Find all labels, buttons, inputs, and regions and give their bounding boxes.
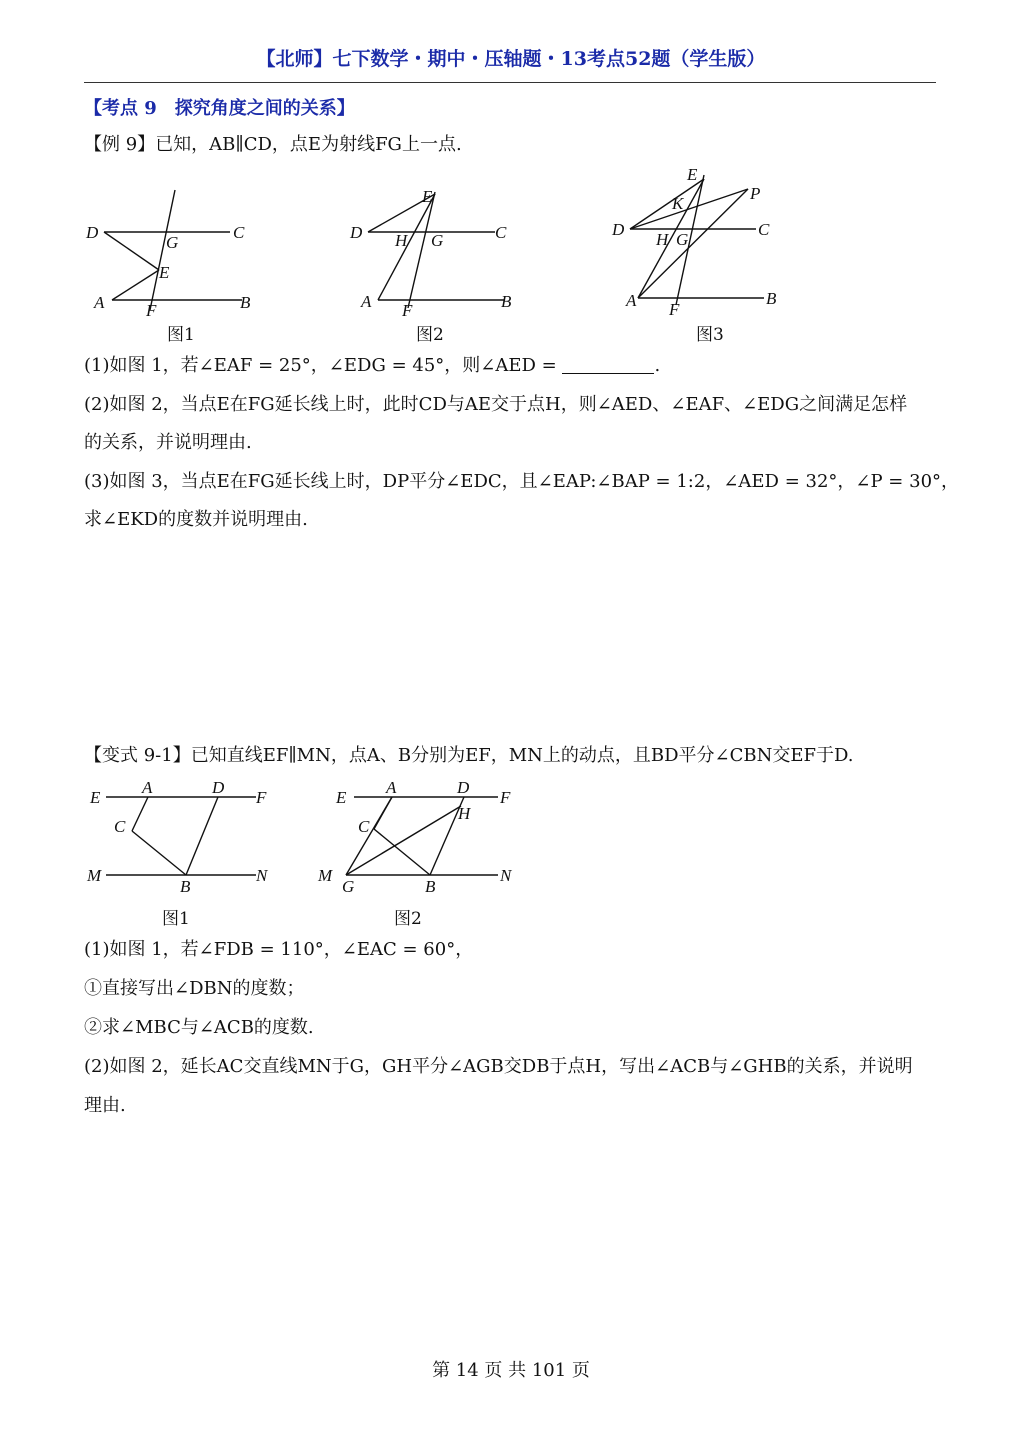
variant-intro xyxy=(84,737,944,775)
v-fig1-point-N: N xyxy=(256,866,268,885)
example-figure-1 xyxy=(80,180,280,320)
example-figure-3-caption: 图3 xyxy=(696,325,724,345)
fig1-point-C: C xyxy=(233,223,245,242)
example-question-1 xyxy=(84,347,944,385)
v-fig2-point-D: D xyxy=(457,778,470,797)
v-fig1-point-B: B xyxy=(180,877,191,896)
section-label: 【考点 9 xyxy=(84,98,157,119)
fig2-point-A: A xyxy=(361,292,372,311)
variant-question-1-b: ②求∠MBC与∠ACB的度数. xyxy=(84,1017,314,1038)
variant-tag: 【变式 9-1】 xyxy=(84,745,191,766)
v-fig2-point-F: F xyxy=(500,788,511,807)
fig2-point-F: F xyxy=(402,301,413,320)
fig2-point-C: C xyxy=(495,223,507,242)
v-fig1-point-A: A xyxy=(142,778,153,797)
section-title: 探究角度之间的关系】 xyxy=(174,98,355,119)
example-q1-end: . xyxy=(654,355,661,376)
fig3-point-E: E xyxy=(687,165,698,184)
header-divider xyxy=(84,82,936,83)
fig3-point-K: K xyxy=(672,194,684,213)
fig1-point-E: E xyxy=(159,263,170,282)
variant-figure-2-caption: 图2 xyxy=(394,909,422,929)
page-header-title: 【北师】七下数学・期中・压轴题・13考点52题（学生版） xyxy=(256,48,766,70)
v-fig2-point-H: H xyxy=(458,804,471,823)
example-question-2-line-1: (2)如图 2，当点E在FG延长线上时，此时CD与AE交于点H，则∠AED、∠EAF、∠EDG之间满足怎样 xyxy=(84,394,908,415)
example-q1-text: (1)如图 1，若∠EAF = 25°，∠EDG = 45°，则∠AED = xyxy=(84,355,557,376)
v-fig2-point-B: B xyxy=(425,877,436,896)
variant-intro-text: 已知直线EF∥MN，点A、B分别为EF，MN上的动点，且BD平分∠CBN交EF于D. xyxy=(190,745,854,766)
fig1-point-D: D xyxy=(86,223,99,242)
example-intro xyxy=(84,126,944,164)
fig3-point-P: P xyxy=(750,184,761,203)
v-fig1-point-D: D xyxy=(212,778,225,797)
v-fig2-point-A: A xyxy=(386,778,397,797)
fig2-point-B: B xyxy=(501,292,512,311)
fig3-point-C: C xyxy=(758,220,770,239)
fig1-point-B: B xyxy=(240,293,251,312)
v-fig1-point-C: C xyxy=(114,817,126,836)
fig2-point-D: D xyxy=(350,223,363,242)
fig1-point-G: G xyxy=(166,233,179,252)
example-question-3-line-1: (3)如图 3，当点E在FG延长线上时，DP平分∠EDC，且∠EAP:∠BAP = 1:2，∠AED = 32°，∠P = 30°， xyxy=(84,471,960,492)
example-figure-3 xyxy=(606,163,806,323)
page-number-footer: 第 14 页 共 101 页 xyxy=(432,1360,590,1381)
fig2-point-E: E xyxy=(422,187,433,206)
variant-question-1-a: ①直接写出∠DBN的度数； xyxy=(84,978,305,999)
fig3-point-H: H xyxy=(656,230,669,249)
example-tag: 【例 9】 xyxy=(84,134,156,155)
fig3-point-F: F xyxy=(669,300,680,319)
example-intro-text: 已知，AB∥CD，点E为射线FG上一点. xyxy=(155,134,462,155)
example-figure-2-caption: 图2 xyxy=(416,325,444,345)
variant-figure-1-caption: 图1 xyxy=(162,909,190,929)
v-fig1-point-M: M xyxy=(87,866,102,885)
example-question-2-line-2: 的关系，并说明理由. xyxy=(84,432,252,453)
v-fig1-point-F: F xyxy=(256,788,267,807)
fig2-point-G: G xyxy=(431,231,444,250)
variant-figure-1 xyxy=(84,775,284,900)
variant-figure-2 xyxy=(316,775,526,900)
v-fig2-point-N: N xyxy=(500,866,512,885)
fig2-point-H: H xyxy=(395,231,408,250)
variant-question-2-line-2: 理由. xyxy=(84,1095,126,1116)
section-heading xyxy=(84,94,355,120)
answer-blank xyxy=(562,353,654,374)
fig1-point-A: A xyxy=(94,293,105,312)
example-question-3-line-2: 求∠EKD的度数并说明理由. xyxy=(84,509,308,530)
v-fig2-point-M: M xyxy=(318,866,333,885)
example-figure-1-caption: 图1 xyxy=(167,325,195,345)
variant-question-1: (1)如图 1，若∠FDB = 110°，∠EAC = 60°， xyxy=(84,939,474,960)
v-fig1-point-E: E xyxy=(90,788,101,807)
fig3-point-B: B xyxy=(766,289,777,308)
example-figure-2 xyxy=(345,180,535,320)
v-fig2-point-C: C xyxy=(358,817,370,836)
fig3-point-G: G xyxy=(676,230,689,249)
variant-question-2-line-1: (2)如图 2，延长AC交直线MN于G，GH平分∠AGB交DB于点H，写出∠ACB与∠GHB的关系，并说明 xyxy=(84,1056,913,1077)
fig3-point-D: D xyxy=(612,220,625,239)
fig1-point-F: F xyxy=(146,301,157,320)
v-fig2-point-E: E xyxy=(336,788,347,807)
v-fig2-point-G: G xyxy=(342,877,355,896)
fig3-point-A: A xyxy=(626,291,637,310)
